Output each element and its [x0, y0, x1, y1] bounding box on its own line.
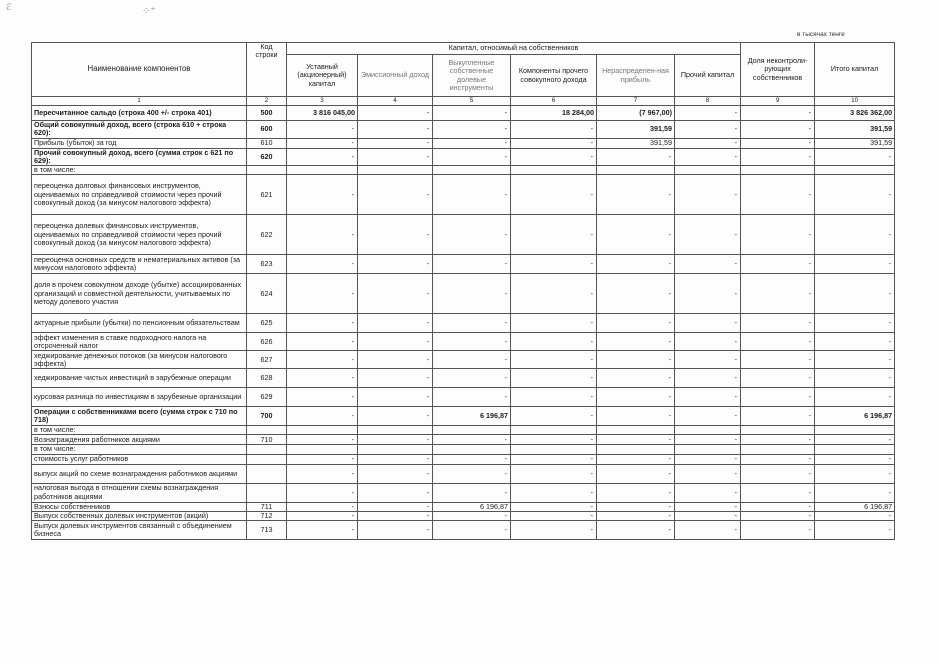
row-value: - [597, 511, 675, 520]
row-value: - [358, 274, 433, 314]
row-value: - [433, 255, 511, 274]
row-value: - [287, 521, 358, 540]
row-value: 6 196,87 [815, 502, 895, 511]
column-number: 2 [247, 97, 287, 106]
statement-body [32, 106, 895, 540]
row-value: - [815, 351, 895, 369]
row-value [597, 166, 675, 175]
row-value: - [741, 511, 815, 520]
row-value: - [815, 464, 895, 483]
row-value: - [597, 388, 675, 407]
row-value: - [675, 511, 741, 520]
row-value [597, 426, 675, 435]
column-number: 5 [433, 97, 511, 106]
row-value: - [741, 106, 815, 121]
row-value: (7 967,00) [597, 106, 675, 121]
row-value: - [433, 274, 511, 314]
row-value: - [433, 369, 511, 388]
row-value: - [511, 215, 597, 255]
row-value: 391,59 [815, 138, 895, 148]
table-row [32, 445, 895, 454]
row-value: - [511, 435, 597, 445]
row-value: - [433, 314, 511, 333]
row-value: - [287, 464, 358, 483]
header-total: Итого капитал [815, 43, 895, 97]
column-number: 7 [597, 97, 675, 106]
row-value: - [675, 521, 741, 540]
row-value: - [358, 138, 433, 148]
column-number: 9 [741, 97, 815, 106]
row-value: - [358, 314, 433, 333]
table-row [32, 148, 895, 165]
row-name: стоимость услуг работников [32, 454, 247, 464]
row-name: Вознаграждения работников акциями [32, 435, 247, 445]
row-value: - [433, 333, 511, 351]
row-value: - [741, 464, 815, 483]
row-value: - [741, 454, 815, 464]
row-value: - [433, 121, 511, 138]
row-value [675, 166, 741, 175]
row-value: - [741, 521, 815, 540]
row-value: - [675, 138, 741, 148]
row-value: - [675, 215, 741, 255]
row-value: - [741, 274, 815, 314]
row-value: - [358, 175, 433, 215]
table-row [32, 175, 895, 215]
row-value: 6 196,87 [433, 407, 511, 426]
row-value: - [511, 255, 597, 274]
row-value: - [511, 521, 597, 540]
row-value: - [675, 351, 741, 369]
row-value: - [433, 148, 511, 165]
row-code [247, 454, 287, 464]
row-value: - [675, 175, 741, 215]
column-number: 4 [358, 97, 433, 106]
row-value: - [511, 148, 597, 165]
table-row [32, 426, 895, 435]
row-value: - [815, 388, 895, 407]
row-value: 3 826 362,00 [815, 106, 895, 121]
table-row [32, 333, 895, 351]
row-value: - [511, 274, 597, 314]
table-row [32, 454, 895, 464]
row-name: Взносы собственников [32, 502, 247, 511]
row-name: переоценка долговых финансовых инструментов, оцениваемых по справедливой стоимости через прочий совокупный доход (за минусом налогового эффекта) [32, 175, 247, 215]
row-value: - [433, 511, 511, 520]
row-value: 391,59 [597, 121, 675, 138]
row-code [247, 483, 287, 502]
row-value: - [287, 511, 358, 520]
row-code [247, 445, 287, 454]
row-name: курсовая разница по инвестициям в зарубежные организации [32, 388, 247, 407]
row-value: - [675, 464, 741, 483]
row-value [287, 426, 358, 435]
row-value: - [511, 121, 597, 138]
row-value: - [741, 138, 815, 148]
row-name: доля в прочем совокупном доходе (убытке) ассоциированных организаций и совместной деятельности, учитываемых по методу долевого участия [32, 274, 247, 314]
row-value: - [358, 464, 433, 483]
row-value: - [815, 215, 895, 255]
row-value: - [675, 106, 741, 121]
row-value: - [815, 521, 895, 540]
row-value: - [511, 454, 597, 464]
row-name: Выпуск долевых инструментов связанный с объединением бизнеса [32, 521, 247, 540]
row-value: - [511, 483, 597, 502]
row-value: - [741, 407, 815, 426]
row-value: - [358, 148, 433, 165]
row-code: 625 [247, 314, 287, 333]
row-value: - [511, 464, 597, 483]
row-code: 710 [247, 435, 287, 445]
row-code: 624 [247, 274, 287, 314]
row-code: 621 [247, 175, 287, 215]
row-value: - [597, 314, 675, 333]
row-value: - [597, 454, 675, 464]
row-value [741, 166, 815, 175]
row-value: - [741, 175, 815, 215]
row-value: - [433, 351, 511, 369]
header-noncontrolling: Доля неконтроли-рующих собственников [741, 43, 815, 97]
row-value [815, 445, 895, 454]
row-value: - [287, 215, 358, 255]
table-row [32, 483, 895, 502]
row-code: 712 [247, 511, 287, 520]
row-value: - [741, 483, 815, 502]
row-value [815, 426, 895, 435]
row-value: - [358, 369, 433, 388]
row-value [597, 445, 675, 454]
row-value: 18 284,00 [511, 106, 597, 121]
row-value: 391,59 [597, 138, 675, 148]
row-value: - [815, 314, 895, 333]
row-value: - [287, 435, 358, 445]
row-value: - [358, 121, 433, 138]
row-value: - [287, 483, 358, 502]
row-value: - [675, 369, 741, 388]
row-value: - [597, 369, 675, 388]
row-name: эффект изменения в ставке подоходного налога на отсроченный налог [32, 333, 247, 351]
row-name: Пересчитанное сальдо (строка 400 +/- строка 401) [32, 106, 247, 121]
row-name: Общий совокупный доход, всего (строка 610 + строка 620): [32, 121, 247, 138]
row-value: - [675, 435, 741, 445]
header-share-premium: Эмиссионный доход [358, 55, 433, 97]
row-name: хеджирование денежных потоков (за минусом налогового эффекта) [32, 351, 247, 369]
row-value: 6 196,87 [433, 502, 511, 511]
row-value: - [815, 333, 895, 351]
row-value: - [287, 314, 358, 333]
row-value: - [358, 483, 433, 502]
row-value: - [597, 333, 675, 351]
row-value: - [358, 435, 433, 445]
column-number-row [32, 97, 895, 106]
row-value: - [358, 511, 433, 520]
row-value: - [741, 333, 815, 351]
equity-statement-table [31, 42, 895, 540]
row-value: - [511, 351, 597, 369]
row-value: - [675, 454, 741, 464]
header-name: Наименование компонентов [32, 43, 247, 97]
row-value: - [675, 255, 741, 274]
row-code [247, 464, 287, 483]
table-row [32, 521, 895, 540]
row-value: - [597, 502, 675, 511]
row-value: - [358, 106, 433, 121]
row-name: налоговая выгода в отношении схемы вознаграждения работников акциями [32, 483, 247, 502]
row-value [675, 445, 741, 454]
column-number: 1 [32, 97, 247, 106]
table-row [32, 166, 895, 175]
row-code: 629 [247, 388, 287, 407]
row-value: - [741, 215, 815, 255]
row-value: - [287, 121, 358, 138]
row-value: - [287, 148, 358, 165]
row-value: - [433, 454, 511, 464]
row-value: 3 816 045,00 [287, 106, 358, 121]
row-value: - [741, 121, 815, 138]
header-oci-components: Компоненты прочего совокупного дохода [511, 55, 597, 97]
row-value [433, 166, 511, 175]
row-code: 622 [247, 215, 287, 255]
row-value [287, 166, 358, 175]
row-value: - [511, 138, 597, 148]
scan-mark: ⁘⁺ [142, 6, 156, 17]
row-value: - [675, 274, 741, 314]
header-group-title: Капитал, относимый на собственников [287, 43, 741, 55]
row-name: Прибыль (убыток) за год [32, 138, 247, 148]
row-value [511, 426, 597, 435]
row-value: - [511, 502, 597, 511]
row-value: - [815, 175, 895, 215]
row-value: - [741, 388, 815, 407]
row-value: - [433, 215, 511, 255]
table-row [32, 274, 895, 314]
scan-mark: ℰ [6, 2, 12, 12]
row-value: - [597, 274, 675, 314]
row-name: переоценка основных средств и нематериальных активов (за минусом налогового эффекта) [32, 255, 247, 274]
row-value [741, 445, 815, 454]
table-row [32, 351, 895, 369]
column-number: 3 [287, 97, 358, 106]
row-value [358, 445, 433, 454]
row-value: - [287, 274, 358, 314]
row-value: - [741, 502, 815, 511]
row-value: - [287, 351, 358, 369]
table-row [32, 215, 895, 255]
row-value: - [358, 521, 433, 540]
row-value: - [511, 314, 597, 333]
row-value: - [597, 407, 675, 426]
row-value: - [433, 521, 511, 540]
table-row [32, 369, 895, 388]
row-value: - [287, 175, 358, 215]
row-value: - [741, 351, 815, 369]
row-value: - [358, 351, 433, 369]
row-value: - [675, 314, 741, 333]
column-number: 6 [511, 97, 597, 106]
row-value: - [433, 175, 511, 215]
row-name: в том числе: [32, 426, 247, 435]
table-row [32, 464, 895, 483]
row-value: - [287, 407, 358, 426]
column-number: 8 [675, 97, 741, 106]
row-value [287, 445, 358, 454]
row-value: 391,59 [815, 121, 895, 138]
row-value: - [815, 454, 895, 464]
row-value: - [358, 333, 433, 351]
column-number: 10 [815, 97, 895, 106]
row-value: - [815, 435, 895, 445]
row-value: - [815, 483, 895, 502]
row-value [358, 166, 433, 175]
header-other-capital: Прочий капитал [675, 55, 741, 97]
row-name: хеджирование чистых инвестиций в зарубежные операции [32, 369, 247, 388]
row-value: - [741, 435, 815, 445]
table-row [32, 138, 895, 148]
row-value: - [287, 388, 358, 407]
row-value [433, 445, 511, 454]
row-code: 713 [247, 521, 287, 540]
row-value: - [597, 148, 675, 165]
row-value: 6 196,87 [815, 407, 895, 426]
row-value: - [358, 454, 433, 464]
row-value: - [597, 464, 675, 483]
row-value: - [433, 106, 511, 121]
row-name: в том числе: [32, 166, 247, 175]
row-code [247, 426, 287, 435]
row-value: - [815, 148, 895, 165]
row-value [675, 426, 741, 435]
table-row [32, 435, 895, 445]
row-name: выпуск акций по схеме вознаграждения работников акциями [32, 464, 247, 483]
row-value: - [675, 148, 741, 165]
row-value: - [287, 138, 358, 148]
row-value: - [358, 407, 433, 426]
row-value: - [815, 511, 895, 520]
row-value: - [358, 215, 433, 255]
header-code: Код строки [247, 43, 287, 97]
row-value: - [287, 333, 358, 351]
row-value: - [287, 502, 358, 511]
row-value: - [433, 464, 511, 483]
row-value [511, 166, 597, 175]
table-row [32, 106, 895, 121]
row-value: - [597, 483, 675, 502]
row-value: - [287, 255, 358, 274]
row-code: 626 [247, 333, 287, 351]
row-name: Операции с собственниками всего (сумма строк с 710 по 718) [32, 407, 247, 426]
header-retained-earnings: Нераспределен-ная прибыль [597, 55, 675, 97]
row-value: - [511, 407, 597, 426]
row-value: - [433, 483, 511, 502]
row-value: - [815, 274, 895, 314]
row-value: - [597, 351, 675, 369]
row-value: - [741, 369, 815, 388]
table-row [32, 388, 895, 407]
row-code: 600 [247, 121, 287, 138]
row-value [815, 166, 895, 175]
row-value: - [675, 388, 741, 407]
row-code: 620 [247, 148, 287, 165]
row-value: - [511, 369, 597, 388]
row-value: - [675, 333, 741, 351]
table-row [32, 314, 895, 333]
row-value: - [511, 175, 597, 215]
row-value: - [597, 435, 675, 445]
table-row [32, 511, 895, 520]
row-name: Прочий совокупный доход, всего (сумма строк с 621 по 629): [32, 148, 247, 165]
row-value: - [433, 435, 511, 445]
row-name: переоценка долевых финансовых инструментов, оцениваемых по справедливой стоимости через прочий совокупный доход (за минусом налогового эффекта) [32, 215, 247, 255]
row-value: - [675, 502, 741, 511]
row-value: - [358, 388, 433, 407]
row-value: - [358, 255, 433, 274]
row-value: - [741, 148, 815, 165]
row-code: 500 [247, 106, 287, 121]
row-value: - [287, 454, 358, 464]
row-value: - [675, 121, 741, 138]
row-code: 623 [247, 255, 287, 274]
row-value [741, 426, 815, 435]
table-row [32, 255, 895, 274]
row-value: - [741, 314, 815, 333]
row-name: актуарные прибыли (убытки) по пенсионным обязательствам [32, 314, 247, 333]
row-value: - [597, 175, 675, 215]
header-share-capital: Уставный (акционерный) капитал [287, 55, 358, 97]
row-value: - [511, 333, 597, 351]
row-value [358, 426, 433, 435]
row-name: в том числе: [32, 445, 247, 454]
row-value: - [815, 369, 895, 388]
row-value: - [597, 215, 675, 255]
table-row [32, 407, 895, 426]
row-code: 700 [247, 407, 287, 426]
row-value: - [741, 255, 815, 274]
row-value: - [287, 369, 358, 388]
row-value: - [597, 255, 675, 274]
table-row [32, 121, 895, 138]
row-value: - [433, 388, 511, 407]
row-code [247, 166, 287, 175]
table-row [32, 502, 895, 511]
units-note: в тысячах тенге [797, 31, 845, 38]
row-value: - [358, 502, 433, 511]
row-value: - [511, 388, 597, 407]
row-value: - [511, 511, 597, 520]
row-name: Выпуск собственных долевых инструментов (акций) [32, 511, 247, 520]
row-value: - [597, 521, 675, 540]
row-code: 628 [247, 369, 287, 388]
row-value: - [433, 138, 511, 148]
row-code: 610 [247, 138, 287, 148]
row-value: - [675, 483, 741, 502]
row-code: 711 [247, 502, 287, 511]
row-value [433, 426, 511, 435]
header-treasury-shares: Выкупленные собственные долевые инструменты [433, 55, 511, 97]
row-value: - [815, 255, 895, 274]
row-code: 627 [247, 351, 287, 369]
row-value [511, 445, 597, 454]
row-value: - [675, 407, 741, 426]
